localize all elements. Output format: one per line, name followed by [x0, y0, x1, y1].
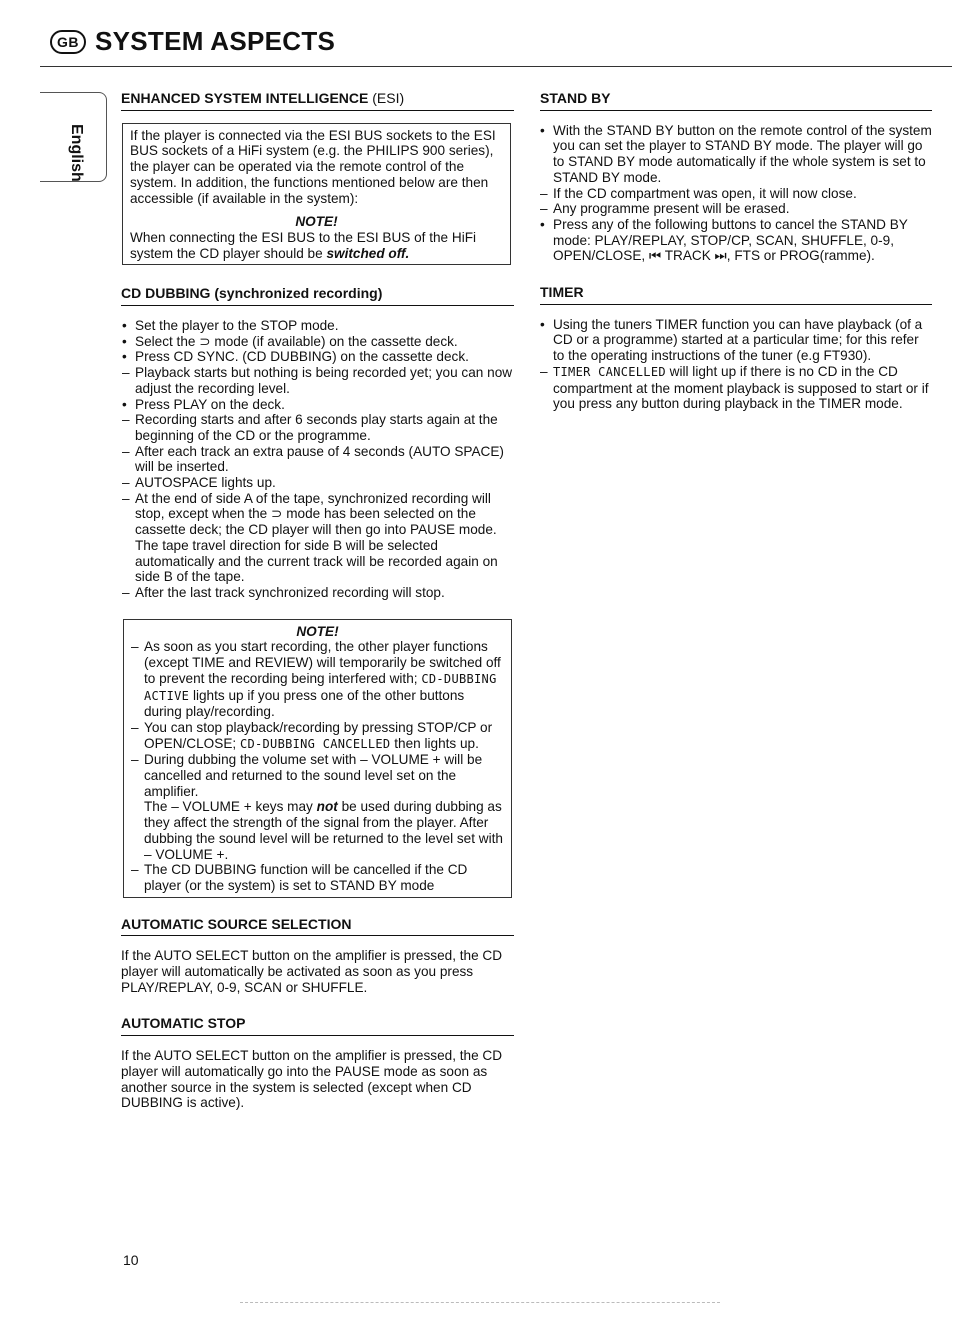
timer-item: • Using the tuners TIMER function you can have playback (of a CD or a programme) started at a particular time; for this refer to the operating instructions of the tuner (e.g FT930). [540, 316, 923, 364]
list-marker: – [122, 412, 130, 428]
dubbing-step-text: After the last track synchronized recording will stop. [135, 584, 445, 600]
dubbing-step [122, 475, 514, 491]
list-marker: – [122, 475, 130, 491]
lcd-message: CD-DUBBING CANCELLED [239, 736, 391, 751]
dubbing-note-text: then lights up. [394, 735, 479, 751]
list-marker: • [122, 349, 127, 365]
list-marker: • [540, 122, 545, 138]
dubbing-steps-list [122, 318, 514, 601]
standby-item-text: Any programme present will be erased. [553, 201, 790, 217]
dubbing-section [121, 286, 514, 897]
standby-list [540, 123, 932, 264]
list-marker: • [122, 333, 127, 349]
dubbing-step-text: Playback starts but nothing is being recorded yet; you can now adjust the recording level. [135, 365, 513, 396]
lcd-message: TIMER CANCELLED [553, 364, 666, 379]
dubbing-note-item: – During dubbing the volume set with – VOLUME + will be cancelled and returned to the sound level set on the amplifier. The – VOLUME + keys may not be used during dubbing as they affect the strength of the signal from the player. After dubbing the sound level will be returned to the level set with – VOLUME +. [131, 752, 503, 862]
list-marker: • [122, 396, 127, 412]
esi-note-paragraph [130, 230, 503, 261]
auto-source-text: If the AUTO SELECT button on the amplifier is pressed, the CD player will automatically be activated as soon as you press PLAY/REPLAY, 0-9, SCAN or SHUFFLE. [121, 948, 503, 995]
timer-item-text: Using the tuners TIMER function you can have playback (of a CD or a programme) started at a particular time; for this refer to the operating instructions of the tuner (e.g FT930). [553, 316, 923, 364]
dubbing-step [122, 397, 514, 413]
dubbing-step [122, 412, 514, 443]
esi-heading [121, 91, 514, 111]
lcd-message: CD-DUBBING ACTIVE [144, 671, 497, 703]
esi-section [121, 91, 514, 265]
dubbing-note-text: lights up if you press one of the other buttons during play/recording. [144, 687, 465, 720]
page-title: SYSTEM ASPECTS [95, 26, 336, 57]
standby-section [540, 91, 932, 264]
esi-box-text: If the player is connected via the ESI BUS sockets to the ESI BUS sockets of a HiFi system (e.g. the PHILIPS 900 series), the player can be operated via the remote control of the system. In addition, the functions mentioned below are then accessible (if available in the system): [130, 127, 496, 206]
standby-item-text: With the STAND BY button on the remote control of the system you can set the player to STAND BY mode. The player will go to STAND BY mode automatically if the whole system is set to STAND BY mode. [553, 122, 932, 185]
list-marker: – [540, 201, 548, 217]
esi-heading-suffix: (ESI) [372, 90, 405, 106]
standby-item [540, 217, 932, 264]
scan-artifact-line [240, 1302, 720, 1304]
standby-item [540, 123, 932, 186]
esi-info-box [122, 123, 511, 266]
dubbing-step [122, 318, 514, 334]
dubbing-note-item: – The CD DUBBING function will be cancelled if the CD player (or the system) is set to STAND BY mode [131, 862, 468, 893]
esi-note-text: When connecting the ESI BUS to the ESI BUS of the HiFi system the CD player should be [130, 229, 477, 261]
list-marker: – [122, 490, 130, 506]
dubbing-note-text: As soon as you start recording, the other player functions (except TIME and REVIEW) will temporarily be switched off to prevent the recording being interfered with; [144, 639, 501, 686]
dubbing-note-label: NOTE! [296, 623, 339, 639]
timer-item-text: will light up if there is no CD in the CD compartment at the moment playback is supposed to start or if you press any button during playback in the TIMER mode. [553, 363, 929, 412]
dubbing-step-text: Recording starts and after 6 seconds play starts again at the beginning of the CD or the programme. [135, 412, 498, 443]
auto-source-section [121, 917, 514, 996]
dubbing-note-emphasis: not [316, 799, 338, 815]
list-marker: – [540, 185, 548, 201]
list-marker: • [540, 216, 545, 232]
esi-heading-text: ENHANCED SYSTEM INTELLIGENCE [121, 90, 369, 106]
auto-source-heading: AUTOMATIC SOURCE SELECTION [121, 917, 514, 937]
dubbing-note-list [131, 639, 504, 893]
dubbing-step [122, 334, 514, 350]
timer-heading: TIMER [540, 285, 932, 305]
auto-stop-heading: AUTOMATIC STOP [121, 1016, 514, 1036]
auto-stop-text: If the AUTO SELECT button on the amplifier is pressed, the CD player will automatically go into the PAUSE mode as soon as another source in the system is selected (except when CD DUBBING is active). [121, 1048, 503, 1111]
dubbing-step [122, 365, 514, 396]
list-marker: – [122, 365, 130, 381]
dubbing-note-text: During dubbing the volume set with – VOLUME + will be cancelled and returned to the sound level set on the amplifier. [144, 752, 483, 799]
dubbing-heading: CD DUBBING (synchronized recording) [121, 286, 514, 306]
dubbing-step-text: Set the player to the STOP mode. [135, 318, 339, 334]
left-column [121, 91, 514, 1111]
standby-item [540, 186, 932, 202]
timer-section [540, 285, 932, 412]
esi-note-label: NOTE! [295, 214, 338, 230]
timer-item: – TIMER CANCELLED will light up if there is no CD in the CD compartment at the moment playback is supposed to start or if you press any button during playback in the TIMER mode. [540, 363, 929, 412]
dubbing-note-box [123, 619, 512, 898]
standby-item-text: Press any of the following buttons to cancel the STAND BY mode: PLAY/REPLAY, STOP/CP, SCAN, SHUFFLE, 0-9, OPEN/CLOSE, ⏮ TRACK ⏭, FTS or PROG(ramme). [553, 216, 908, 264]
dubbing-note-text: The – VOLUME + keys may [144, 799, 313, 815]
dubbing-step [122, 585, 514, 601]
list-marker: • [122, 318, 127, 334]
timer-list [540, 317, 932, 412]
list-marker: – [122, 443, 130, 459]
side-tab-label: English [68, 124, 85, 182]
standby-heading: STAND BY [540, 91, 932, 111]
list-marker: – [122, 584, 130, 600]
language-badge: GB [50, 30, 86, 54]
page-number: 10 [123, 1252, 139, 1268]
dubbing-step [122, 491, 514, 585]
dubbing-note-item: – As soon as you start recording, the other player functions (except TIME and REVIEW) will temporarily be switched off to prevent the recording being interfered with; CD-DUBBING ACTIVE lights up if you press one of the other buttons during play/recording. [131, 639, 501, 720]
dubbing-step [122, 349, 514, 365]
dubbing-step-text: Press CD SYNC. (CD DUBBING) on the cassette deck. [135, 349, 469, 365]
esi-note-emphasis: switched off. [326, 245, 410, 261]
header-divider [40, 66, 952, 67]
dubbing-step-text: After each track an extra pause of 4 seconds (AUTO SPACE) will be inserted. [135, 443, 504, 475]
dubbing-step-text: At the end of side A of the tape, synchronized recording will stop, except when the ⊃ mode has been selected on the cassette deck; the CD player will then go into PAUSE mode. The tape travel direction for side B will be selected automatically and the current track will be recorded again on side B of the tape. [135, 490, 498, 585]
dubbing-step-text: AUTOSPACE lights up. [135, 475, 276, 491]
right-column [540, 91, 932, 412]
page-header [50, 22, 335, 62]
dubbing-note-text: The CD DUBBING function will be cancelled if the CD player (or the system) is set to STAND BY mode [144, 862, 468, 893]
language-side-tab [40, 92, 114, 182]
dubbing-note-item: – You can stop playback/recording by pressing STOP/CP or OPEN/CLOSE; CD-DUBBING CANCELLED then lights up. [131, 719, 493, 751]
dubbing-step-text: Select the ⊃ mode (if available) on the cassette deck. [135, 333, 458, 349]
auto-stop-section [121, 1016, 514, 1111]
standby-item [540, 201, 932, 217]
dubbing-step [122, 444, 514, 475]
standby-item-text: If the CD compartment was open, it will now close. [553, 185, 857, 201]
dubbing-step-text: Press PLAY on the deck. [135, 396, 285, 412]
dubbing-note-text: You can stop playback/recording by pressing STOP/CP or OPEN/CLOSE; [144, 719, 493, 751]
dubbing-note-text: be used during dubbing as they affect the strength of the signal from the player. After dubbing the sound level will be returned to the level set with – VOLUME +. [144, 799, 503, 862]
